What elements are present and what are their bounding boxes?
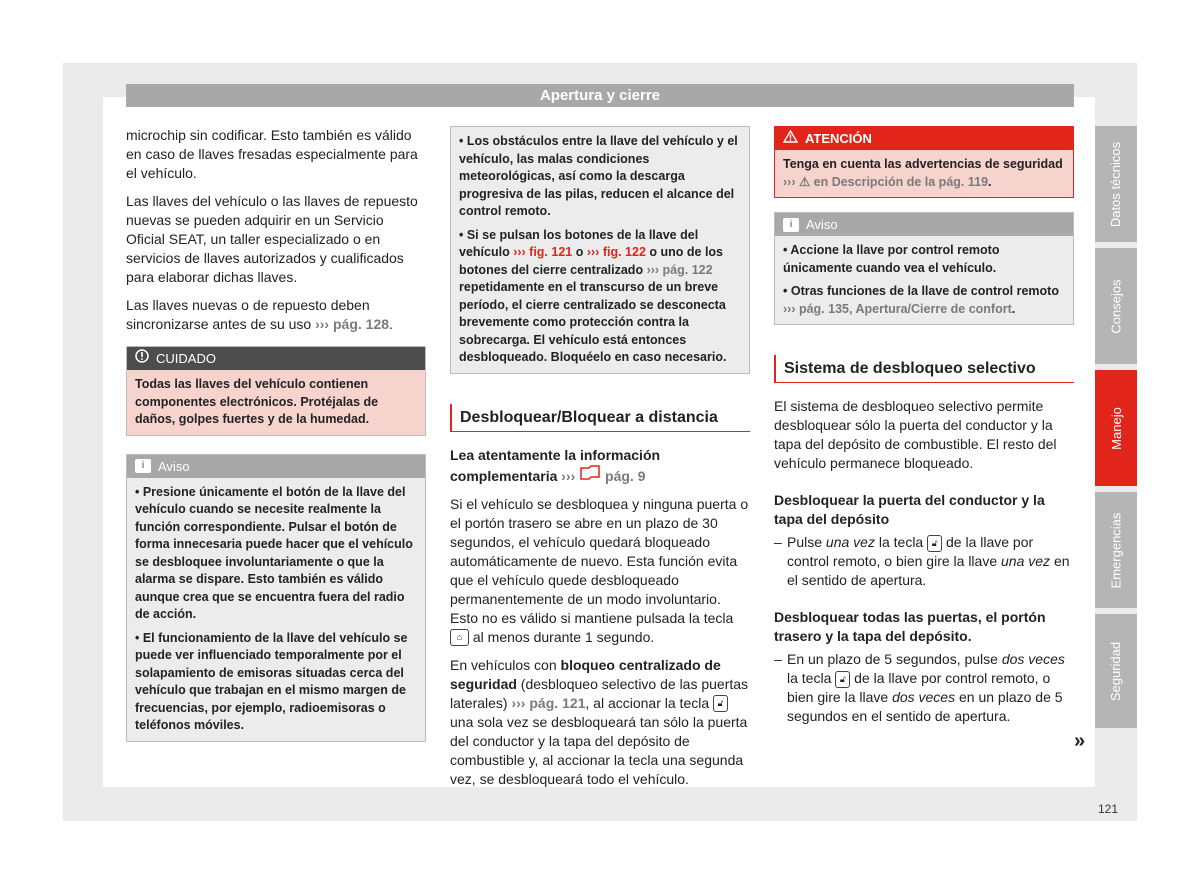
section-title: Desbloquear/Bloquear a distancia <box>450 404 750 432</box>
atencion-title: ATENCIÓN <box>805 131 872 146</box>
unlock-key-icon: 🔓︎ <box>927 535 942 552</box>
aviso-header <box>127 455 425 478</box>
figure-reference-link[interactable]: ››› fig. 121 <box>513 245 573 259</box>
italic-text: dos veces <box>1001 651 1065 667</box>
warning-triangle-icon <box>783 127 798 150</box>
warning-circle-icon <box>135 347 149 370</box>
italic-text: una vez <box>1001 553 1051 569</box>
aviso-body <box>775 236 1073 324</box>
aviso-item: • Accione la llave por control remoto únicamente cuando vea el vehículo. <box>783 243 1000 275</box>
tab-consejos[interactable] <box>1095 248 1137 364</box>
page-reference-link[interactable]: ››› pág. 128 <box>315 316 390 332</box>
atencion-box <box>774 126 1074 198</box>
dash-item <box>774 533 1074 590</box>
continue-marker: » <box>1074 730 1086 752</box>
column-3 <box>774 126 1074 726</box>
tab-label: Seguridad <box>1108 641 1124 701</box>
tab-label: Consejos <box>1108 278 1124 334</box>
text: (desbloqueo selectivo de las puertas laterales) <box>450 675 749 711</box>
subheading: Desbloquear la puerta del conductor y la tapa del depósito <box>774 492 1045 527</box>
paragraph: El sistema de desbloqueo selectivo permite desbloquear sólo la puerta del conductor y la tapa del depósito de combustible. El resto del vehículo permanece bloqueado. <box>774 398 1057 471</box>
tab-label: Datos técnicos <box>1108 141 1124 227</box>
text: • Otras funciones de la llave de control remoto <box>783 284 1059 298</box>
aviso-header <box>775 213 1073 236</box>
text: de la llave por control remoto, o bien gire la llave <box>787 670 1051 705</box>
text: , al accionar la tecla <box>585 694 710 711</box>
text: En vehículos con <box>450 656 557 673</box>
aviso-box <box>774 212 1074 325</box>
text: Pulse <box>787 534 823 550</box>
text: o uno de los botones del cierre centralizado <box>459 245 723 277</box>
text: repetidamente en el transcurso de un breve período, el cierre centralizado se desconecta brevemente como protección contra la sobrecarga. El vehículo está entonces desbloqueado. Bloquéelo en caso necesario. <box>459 280 727 364</box>
warning-reference-link[interactable]: ››› ⚠ en Descripción de la pág. 119 <box>783 174 989 189</box>
paragraph <box>450 656 750 789</box>
aviso-item: • Presione únicamente el botón de la llave del vehículo cuando se necesite realmente la función correspondiente. Pulsar el botón de forma innecesaria puede hacer que el vehículo se desbloquee involuntariamente o que la alarma se dispare. Esto también es válido aunque crea que se encuentra fuera del radio de acción. <box>135 484 413 621</box>
car-key-button-icon: ⌂ <box>450 629 469 646</box>
figure-reference-link[interactable]: ››› fig. 122 <box>586 245 646 259</box>
text: en el sentido de apertura. <box>787 553 1070 588</box>
cuidado-text: Todas las llaves del vehículo contienen componentes electrónicos. Protéjalas de daños, golpes fuertes y de la humedad. <box>127 370 425 435</box>
aviso-title: Aviso <box>806 217 838 232</box>
atencion-header <box>775 127 1073 150</box>
book-icon <box>579 468 605 484</box>
text: Lea atentamente la información complementaria <box>450 446 661 484</box>
text: una sola vez se desbloqueará tan sólo la puerta del conductor y la tapa del depósito de combustible y, al accionar la tecla una segunda vez, se desbloqueará todo el vehículo. <box>450 713 748 787</box>
tab-label: Manejo <box>1108 406 1124 450</box>
tab-manejo[interactable] <box>1095 370 1137 486</box>
dash-bullet: – <box>774 534 782 550</box>
page-header: Apertura y cierre <box>126 84 1074 107</box>
text: Si el vehículo se desbloquea y ninguna puerta o el portón trasero se abre en un plazo de 30 segundos, el vehículo quedará bloqueado automáticamente de nuevo. Esta función evita que el vehículo quede desbloqueado permanentemente de un modo involuntario. Esto no es válido si mantiene pulsada la tecla <box>450 495 749 626</box>
tab-emergencias[interactable] <box>1095 492 1137 608</box>
aviso-item: • Los obstáculos entre la llave del vehículo y el vehículo, las malas condiciones meteorológicas, así como la descarga progresiva de las pilas, reducen el alcance del control remoto. <box>459 134 738 218</box>
aviso-item: • El funcionamiento de la llave del vehículo se puede ver influenciado temporalmente por el solapamiento de emisoras situadas cerca del vehículo que trabajan en el mismo margen de frecuencias, por ejemplo, radioemisoras o teléfonos móviles. <box>135 630 408 732</box>
italic-text: dos veces <box>892 689 956 705</box>
page-reference-link[interactable]: ››› pág. 121 <box>511 694 586 711</box>
aviso-title: Aviso <box>158 458 190 474</box>
text: . <box>389 316 393 332</box>
unlock-key-icon: 🔓︎ <box>835 671 850 688</box>
page-number: 121 <box>1098 802 1119 816</box>
section-title: Sistema de desbloqueo selectivo <box>774 355 1074 383</box>
dash-item <box>774 650 1074 726</box>
atencion-body: Tenga en cuenta las advertencias de seguridad ››› ⚠ en Descripción de la pág. 119. <box>775 150 1073 197</box>
cuidado-title: CUIDADO <box>156 351 216 366</box>
page-reference-link[interactable]: ››› pág. 122 <box>646 262 713 277</box>
tab-datos-tecnicos[interactable] <box>1095 126 1137 242</box>
cuidado-box <box>126 346 426 436</box>
dash-text <box>787 650 1074 726</box>
text: la tecla <box>787 670 832 686</box>
bold-text: bloqueo centralizado de seguridad <box>450 656 721 692</box>
paragraph <box>450 495 750 647</box>
dash-text <box>787 533 1074 590</box>
tab-seguridad[interactable] <box>1095 614 1137 728</box>
aviso-box <box>126 454 426 742</box>
arrow-icon: ››› <box>561 467 576 484</box>
info-icon: i <box>783 218 799 232</box>
text: en un plazo de 5 segundos en el sentido de apertura. <box>787 689 1063 724</box>
text: Las llaves nuevas o de repuesto deben sincronizarse antes de su uso <box>126 297 370 332</box>
text: al menos durante 1 segundo. <box>472 628 655 645</box>
page-reference-link[interactable]: ››› pág. 135, Apertura/Cierre de confort <box>783 301 1012 316</box>
aviso-continued-box <box>450 126 750 374</box>
text: la tecla <box>878 534 924 550</box>
unlock-key-icon: 🔓︎ <box>713 695 728 712</box>
page-reference-link[interactable]: pág. 9 <box>605 467 646 484</box>
paragraph: microchip sin codificar. Esto también es válido en caso de llaves fresadas especialmente para el vehículo. <box>126 127 418 181</box>
cuidado-header <box>127 347 425 370</box>
subheading: Desbloquear todas las puertas, el portón trasero y la tapa del depósito. <box>774 609 1046 644</box>
aviso-item: • Otras funciones de la llave de control remoto ››› pág. 135, Apertura/Cierre de confort. <box>783 284 1059 316</box>
paragraph <box>126 296 426 334</box>
info-icon: i <box>135 459 151 473</box>
paragraph: Las llaves del vehículo o las llaves de repuesto nuevas se pueden adquirir en un Servicio Oficial SEAT, un taller especializado o en servicios de llaves autorizados y cualificados para elaborar dichas llaves. <box>126 193 418 285</box>
column-1 <box>126 126 426 752</box>
italic-text: una vez <box>825 534 875 550</box>
text: En un plazo de 5 segundos, pulse <box>787 651 998 667</box>
tab-label: Emergencias <box>1108 512 1124 588</box>
text: de la llave por control remoto, o bien gire la llave <box>787 534 1034 569</box>
intro-paragraph <box>450 446 750 486</box>
aviso-continued-body <box>451 127 749 373</box>
text: Tenga en cuenta las advertencias de seguridad <box>783 157 1063 171</box>
aviso-body <box>127 478 425 741</box>
column-2 <box>450 126 750 798</box>
aviso-item <box>459 227 741 367</box>
dash-bullet: – <box>774 651 782 667</box>
text: o <box>575 245 584 259</box>
text: • Si se pulsan los botones de la llave del vehículo <box>459 227 699 259</box>
